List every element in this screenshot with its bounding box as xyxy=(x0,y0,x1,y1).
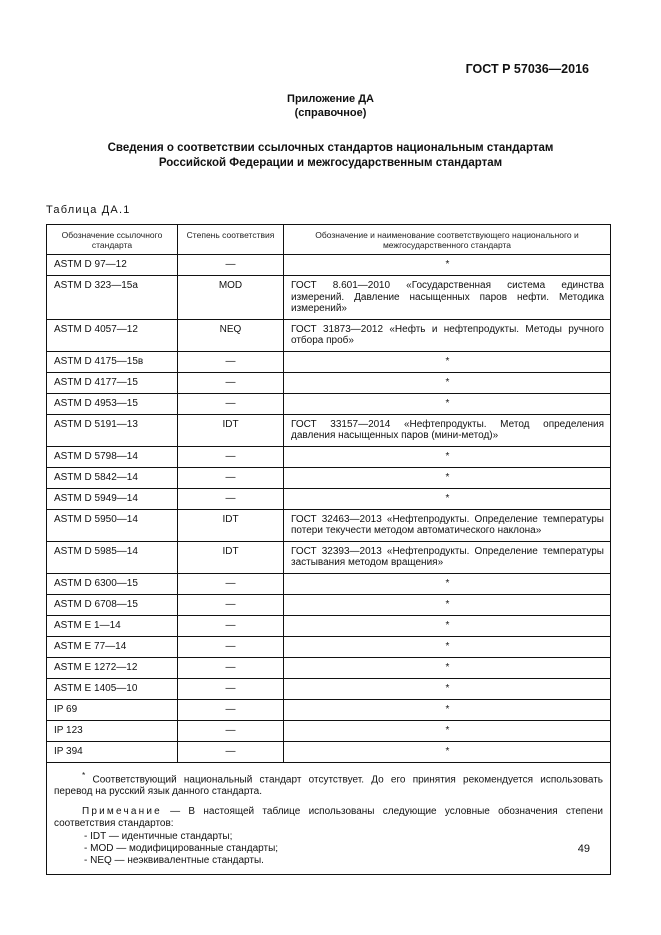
table-row xyxy=(47,615,611,636)
column-header-national-standard: Обозначение и наименование соответствующего национального и межгосударственного стандарта xyxy=(284,225,611,255)
cell-degree: — xyxy=(178,351,284,372)
cell-reference-standard: ASTM D 6708—15 xyxy=(47,594,178,615)
cell-national-standard: ГОСТ 8.601—2010 «Государственная система единства измерений. Давление насыщенных паров нефти. Методика измерений» xyxy=(284,276,611,320)
cell-degree: — xyxy=(178,741,284,762)
cell-reference-standard: ASTM D 4175—15в xyxy=(47,351,178,372)
note-text: — В настоящей таблице использованы следующие условные обозначения степени соответствия стандартов: xyxy=(54,805,603,829)
footnote-text: Соответствующий национальный стандарт отсутствует. До его принятия рекомендуется использовать перевод на русский язык данного стандарта. xyxy=(54,773,603,797)
page-number: 49 xyxy=(577,843,590,855)
table-row xyxy=(47,594,611,615)
section-title-line-1: Сведения о соответствии ссылочных стандартов национальным стандартам xyxy=(107,142,554,154)
cell-reference-standard: ASTM D 4177—15 xyxy=(47,372,178,393)
cell-reference-standard: IP 394 xyxy=(47,741,178,762)
table-row xyxy=(47,393,611,414)
table-row xyxy=(47,276,611,320)
cell-reference-standard: ASTM D 5798—14 xyxy=(47,446,178,467)
cell-reference-standard: ASTM E 1272—12 xyxy=(47,657,178,678)
table-row xyxy=(47,446,611,467)
table-row xyxy=(47,541,611,573)
table-row xyxy=(47,467,611,488)
cell-reference-standard: ASTM D 5949—14 xyxy=(47,488,178,509)
cell-reference-standard: ASTM D 5191—13 xyxy=(47,414,178,446)
table-row xyxy=(47,573,611,594)
note-item: - NEQ — неэквивалентные стандарты. xyxy=(84,854,264,866)
table-row xyxy=(47,414,611,446)
cell-degree: IDT xyxy=(178,414,284,446)
section-title-line-2: Российской Федерации и межгосударственным стандартам xyxy=(158,157,503,169)
correspondence-table xyxy=(46,224,611,875)
cell-national-standard: * xyxy=(284,615,611,636)
cell-reference-standard: ASTM D 5842—14 xyxy=(47,467,178,488)
cell-reference-standard: ASTM D 97—12 xyxy=(47,255,178,276)
table-row xyxy=(47,678,611,699)
cell-national-standard: ГОСТ 33157—2014 «Нефтепродукты. Метод определения давления насыщенных паров (мини-метод)» xyxy=(284,414,611,446)
cell-reference-standard: IP 69 xyxy=(47,699,178,720)
note-item: - MOD — модифицированные стандарты; xyxy=(84,842,279,854)
note xyxy=(54,806,603,830)
cell-degree: — xyxy=(178,594,284,615)
cell-degree: — xyxy=(178,699,284,720)
document-code: ГОСТ Р 57036—2016 xyxy=(465,62,589,76)
table-row xyxy=(47,319,611,351)
cell-national-standard: * xyxy=(284,678,611,699)
cell-national-standard: * xyxy=(284,741,611,762)
table-footer-row xyxy=(47,762,611,874)
cell-national-standard: * xyxy=(284,467,611,488)
table-footnotes xyxy=(47,762,611,874)
cell-degree: — xyxy=(178,372,284,393)
annex-heading xyxy=(0,92,661,120)
cell-reference-standard: ASTM E 1—14 xyxy=(47,615,178,636)
cell-national-standard: * xyxy=(284,255,611,276)
cell-national-standard: * xyxy=(284,720,611,741)
cell-reference-standard: IP 123 xyxy=(47,720,178,741)
table-row xyxy=(47,488,611,509)
cell-reference-standard: ASTM D 6300—15 xyxy=(47,573,178,594)
cell-reference-standard: ASTM D 323—15a xyxy=(47,276,178,320)
cell-national-standard: * xyxy=(284,488,611,509)
cell-degree: NEQ xyxy=(178,319,284,351)
table-row xyxy=(47,351,611,372)
cell-degree: — xyxy=(178,615,284,636)
cell-degree: — xyxy=(178,446,284,467)
cell-degree: — xyxy=(178,657,284,678)
table-header-row xyxy=(47,225,611,255)
cell-national-standard: * xyxy=(284,636,611,657)
cell-degree: — xyxy=(178,467,284,488)
table-body xyxy=(47,255,611,763)
cell-national-standard: * xyxy=(284,699,611,720)
table-row xyxy=(47,657,611,678)
column-header-reference-standard: Обозначение ссылочного стандарта xyxy=(47,225,178,255)
table-row xyxy=(47,509,611,541)
cell-reference-standard: ASTM D 4057—12 xyxy=(47,319,178,351)
cell-degree: MOD xyxy=(178,276,284,320)
cell-national-standard: ГОСТ 32463—2013 «Нефтепродукты. Определение температуры потери текучести методом автоматического наклона» xyxy=(284,509,611,541)
cell-degree: — xyxy=(178,255,284,276)
cell-national-standard: * xyxy=(284,393,611,414)
cell-reference-standard: ASTM D 4953—15 xyxy=(47,393,178,414)
section-title xyxy=(60,141,601,171)
cell-national-standard: * xyxy=(284,446,611,467)
footnote xyxy=(54,769,603,798)
note-item: - IDT — идентичные стандарты; xyxy=(84,830,233,842)
cell-national-standard: ГОСТ 32393—2013 «Нефтепродукты. Определение температуры застывания методом вращения» xyxy=(284,541,611,573)
table-row xyxy=(47,720,611,741)
cell-degree: — xyxy=(178,636,284,657)
column-header-degree: Степень соответствия xyxy=(178,225,284,255)
cell-reference-standard: ASTM D 5985—14 xyxy=(47,541,178,573)
cell-national-standard: * xyxy=(284,372,611,393)
cell-national-standard: * xyxy=(284,351,611,372)
annex-subtitle: (справочное) xyxy=(294,107,367,119)
cell-national-standard: ГОСТ 31873—2012 «Нефть и нефтепродукты. Методы ручного отбора проб» xyxy=(284,319,611,351)
cell-national-standard: * xyxy=(284,657,611,678)
footnote-mark: * xyxy=(82,769,86,780)
cell-degree: — xyxy=(178,488,284,509)
cell-reference-standard: ASTM D 5950—14 xyxy=(47,509,178,541)
cell-national-standard: * xyxy=(284,594,611,615)
table-caption: Таблица ДА.1 xyxy=(46,204,131,216)
table-row xyxy=(47,741,611,762)
cell-reference-standard: ASTM E 77—14 xyxy=(47,636,178,657)
cell-national-standard: * xyxy=(284,573,611,594)
table-row xyxy=(47,636,611,657)
table-row xyxy=(47,372,611,393)
cell-degree: — xyxy=(178,720,284,741)
cell-degree: IDT xyxy=(178,541,284,573)
cell-degree: — xyxy=(178,393,284,414)
table-row xyxy=(47,255,611,276)
cell-degree: — xyxy=(178,573,284,594)
annex-title: Приложение ДА xyxy=(287,93,374,105)
cell-degree: IDT xyxy=(178,509,284,541)
note-list xyxy=(54,831,603,867)
cell-degree: — xyxy=(178,678,284,699)
table-row xyxy=(47,699,611,720)
cell-reference-standard: ASTM E 1405—10 xyxy=(47,678,178,699)
note-label: Примечание xyxy=(82,805,162,817)
